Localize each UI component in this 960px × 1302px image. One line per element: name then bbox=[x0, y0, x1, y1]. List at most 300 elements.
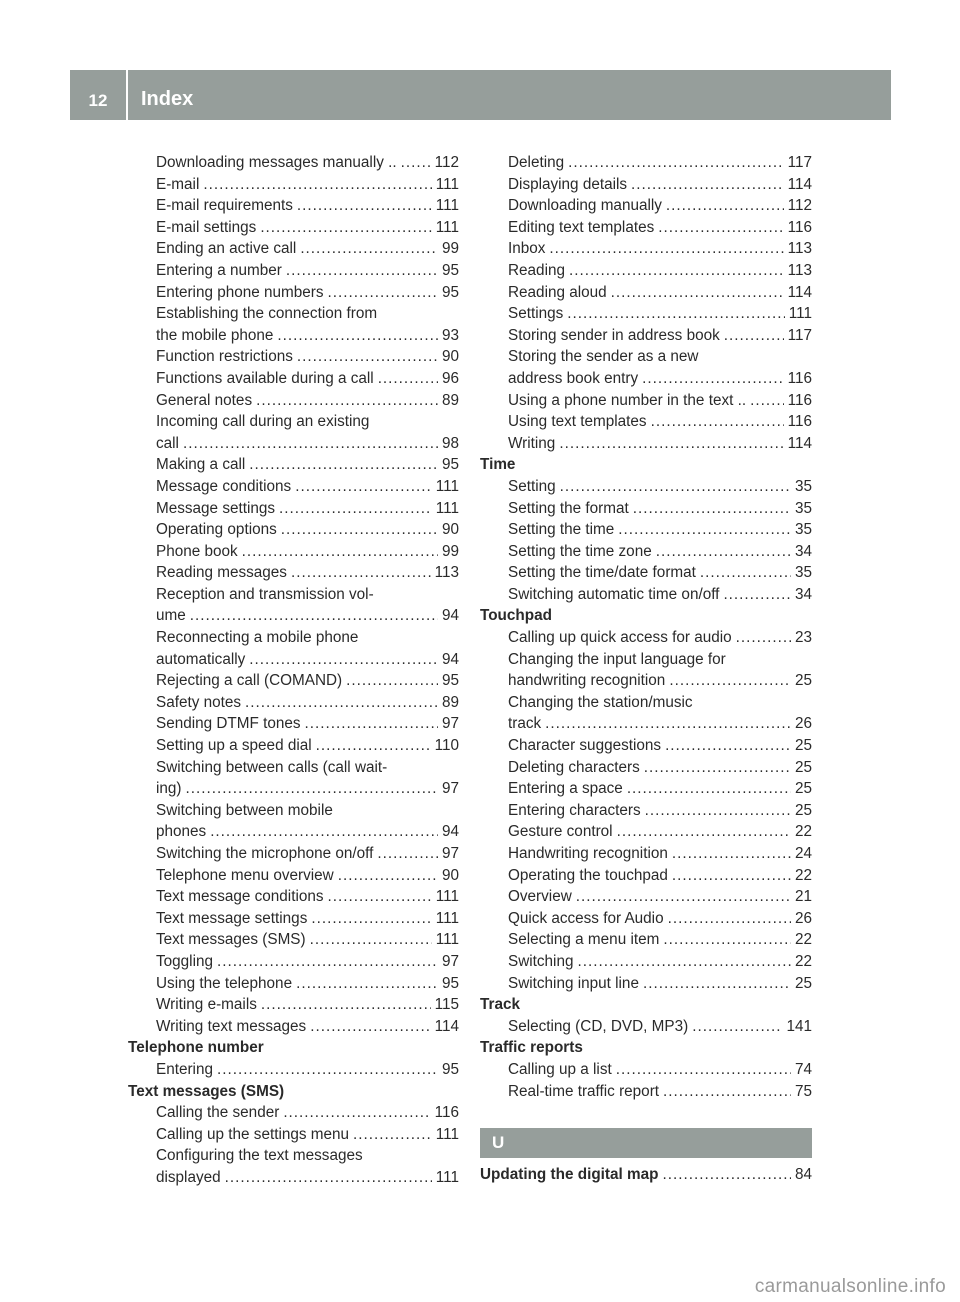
dot-leader bbox=[310, 929, 432, 951]
dot-leader bbox=[186, 778, 438, 800]
index-entry bbox=[128, 886, 459, 908]
dot-leader bbox=[627, 778, 791, 800]
index-entry-text: Reading bbox=[508, 261, 565, 279]
page-reference: 35 bbox=[794, 564, 812, 582]
dot-leader bbox=[242, 541, 438, 563]
index-entry bbox=[128, 368, 459, 390]
page-reference: 113 bbox=[434, 564, 459, 582]
dot-leader bbox=[658, 217, 783, 239]
page-reference: 89 bbox=[441, 391, 459, 409]
dot-leader bbox=[668, 908, 791, 930]
index-entry bbox=[480, 476, 812, 498]
dot-leader bbox=[190, 605, 438, 627]
dot-leader bbox=[316, 735, 431, 757]
index-entry bbox=[480, 821, 812, 843]
dot-leader bbox=[245, 692, 438, 714]
page-reference: 116 bbox=[787, 413, 812, 431]
dot-leader bbox=[305, 713, 438, 735]
index-entry-text: automatically bbox=[156, 650, 246, 668]
index-entry bbox=[480, 562, 812, 584]
index-entry-text: Configuring the text messages bbox=[156, 1147, 363, 1165]
dot-leader bbox=[616, 1059, 791, 1081]
dot-leader bbox=[300, 238, 438, 260]
index-entry bbox=[480, 1081, 812, 1103]
index-entry bbox=[128, 174, 459, 196]
dot-leader bbox=[297, 346, 438, 368]
index-entry-text: Writing e-mails bbox=[156, 996, 257, 1014]
index-entry-text: Operating the touchpad bbox=[508, 866, 668, 884]
dot-leader bbox=[723, 584, 791, 606]
page-reference: 97 bbox=[441, 780, 459, 798]
page-reference: 111 bbox=[788, 305, 812, 323]
index-entry-text: Text message conditions bbox=[156, 888, 324, 906]
index-entry bbox=[480, 282, 812, 304]
page-reference: 35 bbox=[794, 477, 812, 495]
dot-leader bbox=[338, 865, 438, 887]
index-entry bbox=[128, 1124, 459, 1146]
dot-leader bbox=[672, 843, 791, 865]
index-entry bbox=[480, 908, 812, 930]
index-heading: Track bbox=[480, 996, 520, 1014]
index-entry bbox=[128, 908, 459, 930]
dot-leader bbox=[297, 195, 432, 217]
dot-leader bbox=[296, 973, 438, 995]
index-entry bbox=[128, 562, 459, 584]
page-reference: 74 bbox=[794, 1060, 812, 1078]
index-entry bbox=[128, 670, 459, 692]
index-entry bbox=[480, 800, 812, 822]
index-entry-text: Reconnecting a mobile phone bbox=[156, 629, 359, 647]
index-entry-text: call bbox=[156, 434, 179, 452]
index-entry-text: Settings bbox=[508, 305, 564, 323]
dot-leader bbox=[569, 260, 784, 282]
index-entry bbox=[128, 929, 459, 951]
index-entry-text: General notes bbox=[156, 391, 253, 409]
dot-leader bbox=[401, 152, 431, 174]
page-reference: 112 bbox=[787, 197, 812, 215]
index-entry bbox=[480, 411, 812, 433]
index-entry bbox=[128, 973, 459, 995]
page-reference: 111 bbox=[435, 1168, 459, 1186]
page-reference: 90 bbox=[441, 521, 459, 539]
page-reference: 89 bbox=[441, 693, 459, 711]
index-column-right bbox=[480, 152, 812, 1185]
page-reference: 94 bbox=[441, 650, 459, 668]
page-reference: 117 bbox=[787, 326, 812, 344]
index-entry bbox=[480, 1059, 812, 1081]
index-entry-text: Deleting characters bbox=[508, 758, 640, 776]
index-entry-text: Setting the time zone bbox=[508, 542, 652, 560]
index-entry-text: Inbox bbox=[508, 240, 546, 258]
index-entry bbox=[480, 584, 812, 606]
index-entry-text: Entering a space bbox=[508, 780, 623, 798]
page-reference: 22 bbox=[794, 866, 812, 884]
dot-leader bbox=[633, 498, 791, 520]
index-entry-text: Selecting (CD, DVD, MP3) bbox=[508, 1017, 689, 1035]
index-entry-text: Message settings bbox=[156, 499, 276, 517]
dot-leader bbox=[256, 390, 438, 412]
page-reference: 95 bbox=[441, 456, 459, 474]
index-entry-text: Sending DTMF tones bbox=[156, 715, 301, 733]
index-entry bbox=[480, 238, 812, 260]
index-entry bbox=[480, 260, 812, 282]
index-entry bbox=[480, 886, 812, 908]
page-reference: 114 bbox=[434, 1017, 459, 1035]
page-reference: 25 bbox=[794, 974, 812, 992]
index-entry-text: Editing text templates bbox=[508, 218, 655, 236]
index-entry-text: Using text templates bbox=[508, 413, 647, 431]
index-entry-text: Real-time traffic report bbox=[508, 1082, 660, 1100]
page-reference: 95 bbox=[441, 672, 459, 690]
dot-leader bbox=[560, 476, 791, 498]
dot-leader bbox=[183, 433, 438, 455]
page-reference: 111 bbox=[435, 931, 459, 949]
index-entry bbox=[128, 433, 459, 455]
dot-leader bbox=[260, 217, 431, 239]
index-entry bbox=[128, 260, 459, 282]
index-entry-text: Ending an active call bbox=[156, 240, 297, 258]
dot-leader bbox=[545, 713, 791, 735]
index-entry bbox=[480, 627, 812, 649]
index-entry-text: Switching between mobile bbox=[156, 801, 333, 819]
index-entry-text: Reading messages bbox=[156, 564, 287, 582]
dot-leader bbox=[277, 325, 438, 347]
index-entry bbox=[128, 1167, 459, 1189]
page-reference: 26 bbox=[794, 715, 812, 733]
page-reference: 111 bbox=[435, 218, 459, 236]
page-reference: 98 bbox=[441, 434, 459, 452]
page-reference: 97 bbox=[441, 952, 459, 970]
index-entry bbox=[480, 498, 812, 520]
dot-leader bbox=[568, 152, 783, 174]
dot-leader bbox=[663, 929, 791, 951]
page-reference: 94 bbox=[441, 823, 459, 841]
page-reference: 116 bbox=[787, 218, 812, 236]
page-reference: 95 bbox=[441, 261, 459, 279]
index-entry-text: Calling up a list bbox=[508, 1060, 612, 1078]
index-entry bbox=[480, 174, 812, 196]
index-entry bbox=[128, 217, 459, 239]
index-entry-text: Downloading messages manually .. bbox=[156, 154, 397, 171]
section-gap bbox=[480, 1102, 812, 1124]
index-entry bbox=[128, 325, 459, 347]
index-entry bbox=[480, 929, 812, 951]
index-entry-text: Reading aloud bbox=[508, 283, 607, 301]
dot-leader bbox=[249, 649, 438, 671]
dot-leader bbox=[750, 390, 784, 412]
index-entry bbox=[128, 605, 459, 627]
index-entry-text: Entering a number bbox=[156, 261, 282, 279]
page-reference: 111 bbox=[435, 499, 459, 517]
dot-leader bbox=[700, 562, 791, 584]
index-entry bbox=[128, 778, 459, 800]
index-entry bbox=[128, 346, 459, 368]
dot-leader bbox=[559, 433, 783, 455]
dot-leader bbox=[736, 627, 791, 649]
dot-leader bbox=[666, 195, 784, 217]
page-reference: 25 bbox=[794, 758, 812, 776]
dot-leader bbox=[378, 368, 438, 390]
index-entry bbox=[480, 973, 812, 995]
index-entry-text: Character suggestions bbox=[508, 737, 662, 755]
index-entry bbox=[480, 368, 812, 390]
index-entry bbox=[128, 195, 459, 217]
index-entry bbox=[128, 1059, 459, 1081]
index-entry bbox=[128, 735, 459, 757]
dot-leader bbox=[617, 821, 791, 843]
dot-leader bbox=[692, 1016, 782, 1038]
index-entry-text: Handwriting recognition bbox=[508, 845, 668, 862]
index-entry bbox=[480, 843, 812, 865]
index-entry-text: Switching automatic time on/off bbox=[508, 585, 720, 603]
dot-leader bbox=[217, 951, 438, 973]
index-entry bbox=[480, 757, 812, 779]
dot-leader bbox=[576, 886, 791, 908]
index-heading: Touchpad bbox=[480, 607, 552, 625]
dot-leader bbox=[656, 541, 791, 563]
index-entry bbox=[480, 865, 812, 887]
page-reference: 111 bbox=[435, 888, 459, 906]
index-entry-text: Reception and transmission vol- bbox=[156, 585, 374, 603]
page-reference: 112 bbox=[434, 154, 459, 171]
dot-leader bbox=[642, 368, 784, 390]
page-reference: 90 bbox=[441, 348, 459, 366]
page-reference: 21 bbox=[794, 888, 812, 906]
index-entry-text: E-mail bbox=[156, 175, 200, 193]
dot-leader bbox=[249, 454, 438, 476]
index-entry bbox=[128, 476, 459, 498]
dot-leader bbox=[346, 670, 438, 692]
index-entry-text: Incoming call during an existing bbox=[156, 413, 370, 431]
index-entry bbox=[128, 390, 459, 412]
page-reference: 22 bbox=[794, 952, 812, 970]
index-entry-text: Using the telephone bbox=[156, 974, 293, 992]
page-reference: 96 bbox=[441, 369, 459, 387]
index-entry-text: Storing sender in address book bbox=[508, 326, 720, 344]
index-entry bbox=[128, 1102, 459, 1124]
index-entry bbox=[128, 238, 459, 260]
dot-leader bbox=[669, 670, 791, 692]
index-entry bbox=[128, 865, 459, 887]
index-entry-text: Using a phone number in the text .. bbox=[508, 391, 747, 409]
dot-leader bbox=[291, 562, 431, 584]
page-reference: 116 bbox=[787, 369, 812, 387]
dot-leader bbox=[281, 519, 438, 541]
index-entry-text: Deleting bbox=[508, 154, 565, 171]
index-entry-text: Gesture control bbox=[508, 823, 613, 841]
page-reference: 22 bbox=[794, 931, 812, 949]
page-reference: 25 bbox=[794, 780, 812, 798]
page-reference: 111 bbox=[435, 1125, 459, 1143]
page-reference: 25 bbox=[794, 801, 812, 819]
dot-leader bbox=[286, 260, 438, 282]
index-entry bbox=[128, 519, 459, 541]
page-reference: 90 bbox=[441, 866, 459, 884]
index-entry-text: the mobile phone bbox=[156, 326, 274, 344]
index-entry-text: Function restrictions bbox=[156, 348, 293, 366]
index-entry bbox=[128, 1016, 459, 1038]
dot-leader bbox=[377, 843, 438, 865]
page-reference: 111 bbox=[435, 477, 459, 495]
page-reference: 114 bbox=[787, 283, 812, 301]
page-reference: 97 bbox=[441, 715, 459, 733]
dot-leader bbox=[295, 476, 432, 498]
page-reference: 115 bbox=[434, 996, 459, 1014]
page-reference: 93 bbox=[441, 326, 459, 344]
dot-leader bbox=[549, 238, 783, 260]
index-entry-text: Functions available during a call bbox=[156, 369, 374, 387]
page-reference: 22 bbox=[794, 823, 812, 841]
dot-leader bbox=[279, 498, 432, 520]
page-reference: 116 bbox=[787, 391, 812, 409]
index-entry bbox=[128, 152, 459, 174]
page-reference: 111 bbox=[435, 197, 459, 215]
index-entry-text: Safety notes bbox=[156, 693, 242, 711]
page-reference: 95 bbox=[441, 974, 459, 992]
dot-leader bbox=[645, 800, 791, 822]
index-entry bbox=[480, 951, 812, 973]
page-reference: 114 bbox=[787, 175, 812, 193]
index-entry-text: Making a call bbox=[156, 456, 246, 474]
index-entry-text: address book entry bbox=[508, 369, 639, 387]
page-reference: 24 bbox=[794, 845, 812, 862]
index-entry-text: Downloading manually bbox=[508, 197, 662, 215]
index-entry bbox=[480, 735, 812, 757]
dot-leader bbox=[328, 282, 438, 304]
dot-leader bbox=[611, 282, 784, 304]
index-entry-text: Setting bbox=[508, 477, 556, 495]
index-entry bbox=[480, 670, 812, 692]
index-entry bbox=[128, 692, 459, 714]
index-entry-text: Calling up quick access for audio bbox=[508, 629, 732, 647]
index-entry bbox=[128, 821, 459, 843]
page-reference: 141 bbox=[786, 1017, 812, 1035]
dot-leader bbox=[217, 1059, 438, 1081]
page-reference: 95 bbox=[441, 283, 459, 301]
index-entry-text: Calling up the settings menu bbox=[156, 1125, 350, 1143]
index-entry bbox=[128, 649, 459, 671]
index-entry bbox=[480, 303, 812, 325]
index-entry bbox=[480, 390, 812, 412]
index-heading: Traffic reports bbox=[480, 1039, 583, 1057]
dot-leader bbox=[210, 821, 438, 843]
dot-leader bbox=[261, 994, 431, 1016]
index-entry-text: Message conditions bbox=[156, 477, 292, 495]
index-entry bbox=[128, 843, 459, 865]
index-entry-text: handwriting recognition bbox=[508, 672, 666, 690]
index-entry-text: Switching the microphone on/off bbox=[156, 845, 374, 862]
page-reference: 75 bbox=[794, 1082, 812, 1100]
index-entry bbox=[128, 282, 459, 304]
page-reference: 110 bbox=[434, 737, 459, 755]
index-entry-text: Changing the station/music bbox=[508, 693, 693, 711]
index-entry-text: Changing the input language for bbox=[508, 650, 726, 668]
index-entry bbox=[480, 778, 812, 800]
page-reference: 84 bbox=[794, 1165, 812, 1183]
index-entry-text: Rejecting a call (COMAND) bbox=[156, 672, 343, 690]
index-entry-text: Entering phone numbers bbox=[156, 283, 324, 301]
page-number: 12 bbox=[88, 91, 108, 110]
page-reference: 94 bbox=[441, 607, 459, 625]
index-entry bbox=[128, 541, 459, 563]
index-entry-text: Displaying details bbox=[508, 175, 628, 193]
dot-leader bbox=[643, 973, 791, 995]
page-header bbox=[70, 70, 891, 120]
index-entry-text: Operating options bbox=[156, 521, 277, 539]
index-heading: Telephone number bbox=[128, 1039, 264, 1057]
index-entry-text: Telephone menu overview bbox=[156, 866, 334, 884]
page-reference: 99 bbox=[441, 240, 459, 258]
dot-leader bbox=[644, 757, 791, 779]
page-reference: 95 bbox=[441, 1060, 459, 1078]
index-entry-text: Entering characters bbox=[508, 801, 641, 819]
index-entry-text: Storing the sender as a new bbox=[508, 348, 699, 366]
index-entry-text: track bbox=[508, 715, 542, 733]
index-entry-text: Selecting a menu item bbox=[508, 931, 660, 949]
index-entry-text: ume bbox=[156, 607, 186, 625]
page-reference: 117 bbox=[787, 154, 812, 171]
dot-leader bbox=[662, 1164, 791, 1186]
dot-leader bbox=[724, 325, 784, 347]
index-column-left bbox=[128, 152, 459, 1189]
index-entry bbox=[480, 1164, 812, 1186]
index-entry-text: Setting the time/date format bbox=[508, 564, 696, 582]
page-title: Index bbox=[141, 88, 194, 110]
index-entry bbox=[128, 454, 459, 476]
index-entry bbox=[480, 541, 812, 563]
dot-leader bbox=[311, 908, 431, 930]
page-reference: 35 bbox=[794, 521, 812, 539]
page-reference: 25 bbox=[794, 737, 812, 755]
watermark: carmanualsonline.info bbox=[754, 1276, 946, 1297]
index-entry-text: phones bbox=[156, 823, 207, 841]
index-entry-text: displayed bbox=[156, 1168, 221, 1186]
index-entry-text: Setting up a speed dial bbox=[156, 737, 312, 755]
dot-leader bbox=[618, 519, 791, 541]
dot-leader bbox=[310, 1016, 430, 1038]
dot-leader bbox=[665, 735, 791, 757]
index-heading: Time bbox=[480, 456, 516, 474]
page-reference: 113 bbox=[787, 240, 812, 258]
dot-leader bbox=[631, 174, 784, 196]
index-entry bbox=[480, 195, 812, 217]
dot-leader bbox=[225, 1167, 432, 1189]
index-entry-text: Establishing the connection from bbox=[156, 305, 378, 323]
index-entry-text: Switching input line bbox=[508, 974, 639, 992]
page-reference: 34 bbox=[794, 585, 812, 603]
index-entry-text: Calling the sender bbox=[156, 1104, 280, 1122]
index-entry-text: Entering bbox=[156, 1060, 213, 1078]
index-entry bbox=[128, 951, 459, 973]
index-entry-text: Toggling bbox=[156, 952, 213, 970]
page-reference: 97 bbox=[441, 845, 459, 862]
page-reference: 34 bbox=[794, 542, 812, 560]
page-reference: 111 bbox=[435, 175, 459, 193]
page-reference: 25 bbox=[794, 672, 812, 690]
page-reference: 113 bbox=[787, 261, 812, 279]
dot-leader bbox=[283, 1102, 430, 1124]
index-entry-text: Phone book bbox=[156, 542, 238, 560]
dot-leader bbox=[203, 174, 431, 196]
dot-leader bbox=[672, 865, 791, 887]
index-entry-text: Writing text messages bbox=[156, 1017, 307, 1035]
page-reference: 35 bbox=[794, 499, 812, 517]
index-entry-text: E-mail settings bbox=[156, 218, 257, 236]
index-entry bbox=[128, 498, 459, 520]
index-entry bbox=[128, 713, 459, 735]
index-entry-text: Writing bbox=[508, 434, 556, 452]
index-entry-text: Setting the time bbox=[508, 521, 615, 539]
